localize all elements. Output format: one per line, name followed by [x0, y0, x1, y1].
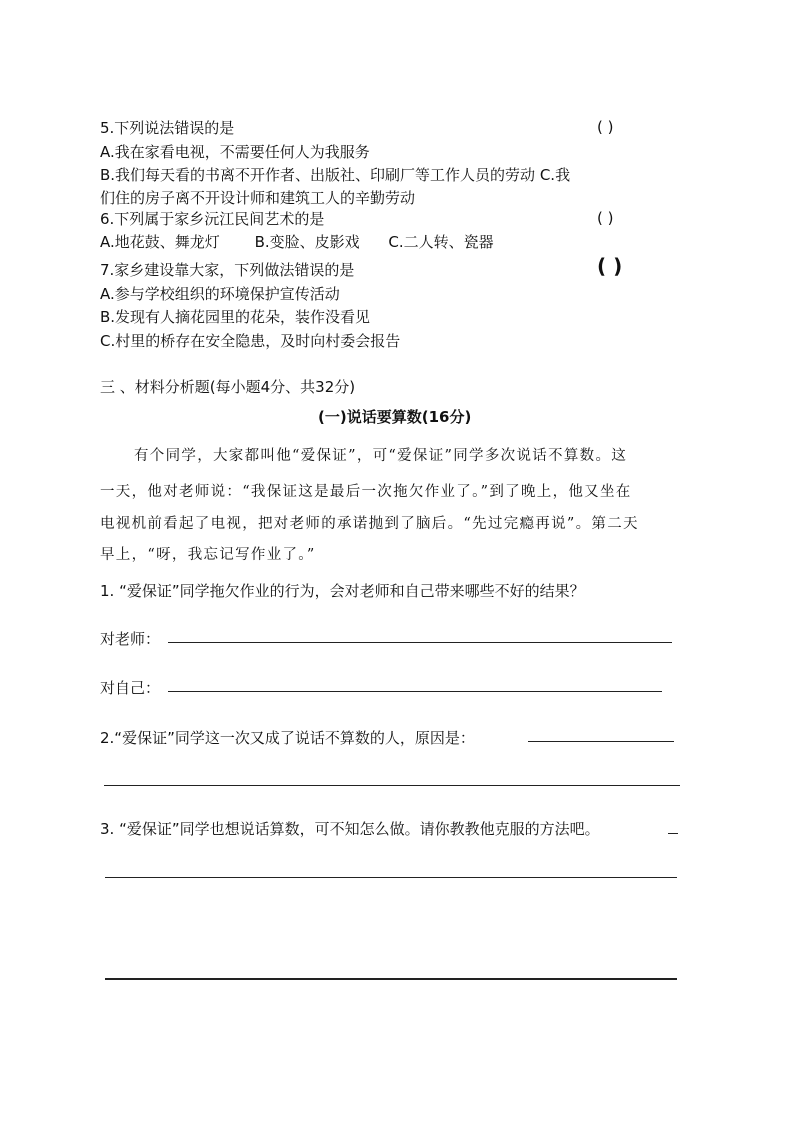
answer-line-q3-inline[interactable]: [668, 833, 678, 834]
q5-option-a: A.我在家看电视，不需要任何人为我服务: [100, 143, 370, 161]
story-line-2: 一天，他对老师说：“我保证这是最后一次拖欠作业了。”到了晚上，他又坐在: [100, 484, 632, 500]
answer-line-q3-1[interactable]: [105, 877, 677, 878]
q6-option-b: B.变脸、皮影戏: [254, 233, 360, 251]
sub-question-1: 1. “爱保证”同学拖欠作业的行为，会对老师和自己带来哪些不好的结果？: [100, 582, 585, 600]
q5-option-b-line1: B.我们每天看的书离不开作者、出版社、印刷厂等工作人员的劳动 C.我: [100, 166, 571, 184]
q5-stem: 5.下列说法错误的是: [100, 119, 235, 137]
answer-line-self[interactable]: [168, 691, 662, 692]
q6-answer-paren[interactable]: ( ): [597, 209, 614, 227]
q6-options: [100, 232, 494, 252]
q5-option-b-line2: 们住的房子离不开设计师和建筑工人的辛勤劳动: [100, 189, 416, 207]
q6-option-c: C.二人转、瓷器: [388, 233, 494, 251]
q7-option-c: C.村里的桥存在安全隐患，及时向村委会报告: [100, 332, 401, 350]
q7-option-a: A.参与学校组织的环境保护宣传活动: [100, 285, 340, 303]
answer-line-q2-full[interactable]: [104, 785, 680, 786]
sub-question-2: 2.“爱保证”同学这一次又成了说话不算数的人，原因是：: [100, 729, 475, 747]
q6-stem: 6.下列属于家乡沅江民间艺术的是: [100, 210, 325, 228]
answer-line-q3-2[interactable]: [105, 978, 677, 980]
q6-option-a: A.地花鼓、舞龙灯: [100, 233, 220, 251]
q5-answer-paren[interactable]: ( ): [597, 118, 614, 136]
story-line-4: 早上，“呀，我忘记写作业了。”: [100, 547, 316, 563]
q7-answer-paren[interactable]: ( ): [597, 254, 623, 278]
q7-stem: 7.家乡建设靠大家，下列做法错误的是: [100, 261, 355, 279]
story-line-1: 有个同学，大家都叫他“爱保证”，可“爱保证”同学多次说话不算数。这: [134, 448, 628, 464]
answer-label-teacher: 对老师：: [100, 630, 161, 648]
answer-line-teacher[interactable]: [168, 642, 672, 643]
story-line-3: 电视机前看起了电视，把对老师的承诺抛到了脑后。“先过完瘾再说”。第二天: [100, 516, 639, 532]
section-3-title: 三 、材料分析题(每小题4分、共32分): [100, 378, 356, 396]
answer-label-self: 对自己：: [100, 679, 161, 697]
sub-question-3: 3. “爱保证”同学也想说话算数，可不知怎么做。请你教教他克服的方法吧。: [100, 820, 600, 838]
answer-line-q2-inline[interactable]: [528, 741, 674, 742]
section-3-subtitle: (一)说话要算数(16分): [318, 408, 472, 426]
q7-option-b: B.发现有人摘花园里的花朵，装作没看见: [100, 308, 371, 326]
